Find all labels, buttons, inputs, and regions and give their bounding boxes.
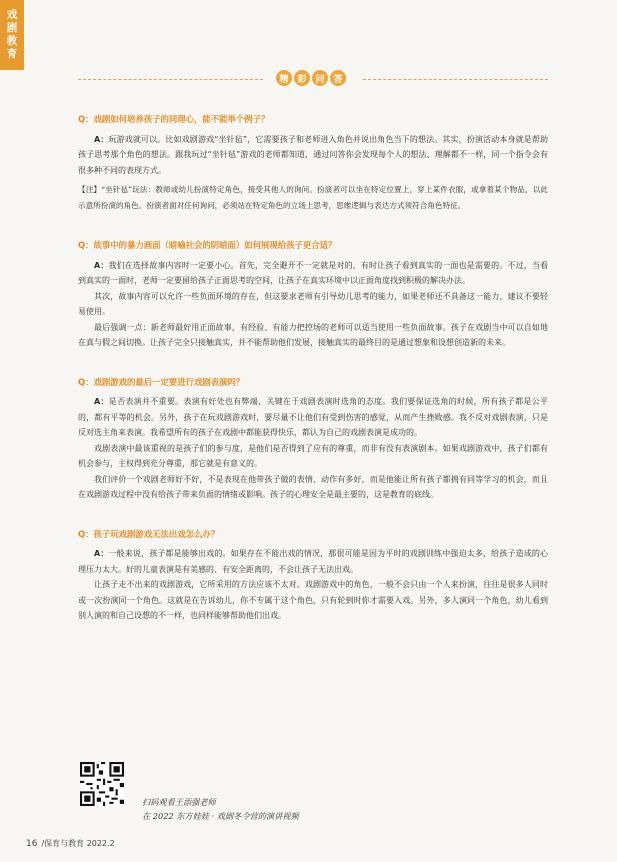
paragraph: 最后强调一点：新老师最好用正面故事，有经验、有能力把控场的老师可以适当使用一些负面故事。孩子在戏剧当中可以自如地在真与假之间切换。让孩子完全只接触真实，并不能帮助他们发展，接触真实的最终目的是通过想象和设想创造新的未来。 xyxy=(78,322,548,347)
header-title-char: 问 xyxy=(312,70,328,86)
answer-label: A： xyxy=(94,134,109,144)
header-divider-left xyxy=(78,79,263,80)
paragraph: 戏剧表演中最该重视的是孩子们的参与度，是他们是否得到了应有的尊重，而非有没有表演剧本。如果戏剧游戏中，孩子们都有机会参与，主权得到充分尊重，那它就是有意义的。 xyxy=(78,443,548,468)
header-divider-right xyxy=(363,79,548,80)
paragraph: 其次，故事内容可以允许一些负面环境的存在，但这要求老师有引导幼儿思考的能力，如果老师还不具备这一能力，建议不要轻易使用。 xyxy=(78,291,548,316)
header-title xyxy=(276,70,346,86)
page-footer xyxy=(26,838,115,849)
header-title-char: 彩 xyxy=(294,70,310,86)
answer-text: 是否表演并不重要。表演有好处也有弊端，关键在于戏剧表演时选角的态度。我们要保证选角的时候，所有孩子都是公平的，都有平等的机会。另外，孩子在玩戏剧游戏时，要尽量不让他们有受到伤害的感觉，从而产生挫败感。我不反对戏剧表演，只是反对选主角来表演。我希望所有的孩子在戏剧中都能获得快乐，都认为自己的戏剧表演是成功的。 xyxy=(78,397,548,437)
answer-label: A： xyxy=(94,549,109,558)
question: Q：戏剧如何培养孩子的同理心，能不能举个例子？ xyxy=(78,114,270,124)
answer-text: 一般来说，孩子都是能够出戏的。如果存在不能出戏的情况，那很可能是因为平时的戏剧训练中强迫太多，给孩子造成的心理压力太大。好的儿童表演是有美感的、有安全距离的，不会让孩子无法出戏。 xyxy=(78,549,548,574)
answer-text: 玩游戏就可以。比如戏剧游戏“坐针毡”，它需要孩子和老师进入角色并说出角色当下的想法。其实，扮演活动本身就是帮助孩子思考那个角色的想法。跟我玩过“坐针毡”游戏的老师都知道，通过问答你会发现每个人的想法、理解都不一样，同一个指令会有很多种不同的表现方式。 xyxy=(78,134,548,175)
caption-line: 扫码观看王添强老师 xyxy=(142,797,216,807)
qr-code[interactable] xyxy=(80,762,124,806)
question: Q：孩子玩戏剧游戏无法出戏怎么办？ xyxy=(78,528,220,539)
paragraph: 我们评价一个戏剧老师好不好，不是表现在他带孩子做的表情、动作有多好，而是他能让所有孩子都拥有同等学习的机会，而且在戏剧游戏过程中没有给孩子带来负面的情绪或影响。孩子的心理安全是最主要的，这是教育的底线。 xyxy=(78,474,548,499)
question: Q：故事中的暴力画面（暗喻社会的阴暗面）如何展现给孩子更合适？ xyxy=(78,240,337,250)
answer xyxy=(78,546,548,577)
qa-block xyxy=(78,375,548,503)
section-tag-char: 戏 xyxy=(6,9,18,21)
answer xyxy=(78,394,548,441)
answer-label: A： xyxy=(94,397,109,406)
header-title-char: 答 xyxy=(330,70,346,86)
qa-block xyxy=(78,238,548,351)
section-tag-char: 剧 xyxy=(6,22,18,34)
answer xyxy=(78,132,548,179)
section-tag-char: 育 xyxy=(6,48,18,60)
qa-block xyxy=(78,527,548,624)
paragraph: 让孩子走不出来的戏剧游戏，它所采用的方法应该不太对。戏剧游戏中的角色，一般不会只由一个人来扮演，往往是很多人同时或一次扮演同一个角色。这就是在告诉幼儿，你不专属于这个角色，只有轮到时你才需要入戏。另外，多人演同一个角色，幼儿看到别人演的和自己设想的不一样，也同样能够帮助他们出戏。 xyxy=(78,580,548,620)
article-body xyxy=(78,112,548,624)
answer-text: 我们在选择故事内容时一定要小心。首先，完全避开不一定就是对的，有时让孩子看到真实的一面也是需要的。不过，当看到真实的一面时，老师一定要留给孩子正面思考的空间，让孩子在真实环境中以正面角度找到积极的解决办法。 xyxy=(78,260,548,285)
answer-label: A： xyxy=(94,260,109,270)
note: 【注】“坐针毡”玩法：教师或幼儿扮演特定角色，接受其他人的询问。扮演者可以坐在特定位置上，穿上某件衣服，或拿着某个物品，以此示意所扮演的角色。扮演者面对任何询问，必须站在特定角色的立场上思考，思维逻辑与表达方式须符合角色特征。 xyxy=(78,185,548,210)
header-title-char: 精 xyxy=(276,70,292,86)
page-number: 16 xyxy=(26,839,38,849)
section-header xyxy=(78,70,548,90)
qa-block xyxy=(78,112,548,214)
journal-info: /保育与教育 2022.2 xyxy=(41,839,115,848)
section-tag xyxy=(0,0,24,70)
question: Q：戏剧游戏的最后一定要进行戏剧表演吗？ xyxy=(78,376,245,387)
answer xyxy=(78,258,548,289)
qr-caption xyxy=(142,795,299,823)
section-tag-char: 教 xyxy=(6,35,18,47)
caption-line: 在 2022 东方娃娃 · 戏剧冬令营的演讲视频 xyxy=(142,811,299,821)
